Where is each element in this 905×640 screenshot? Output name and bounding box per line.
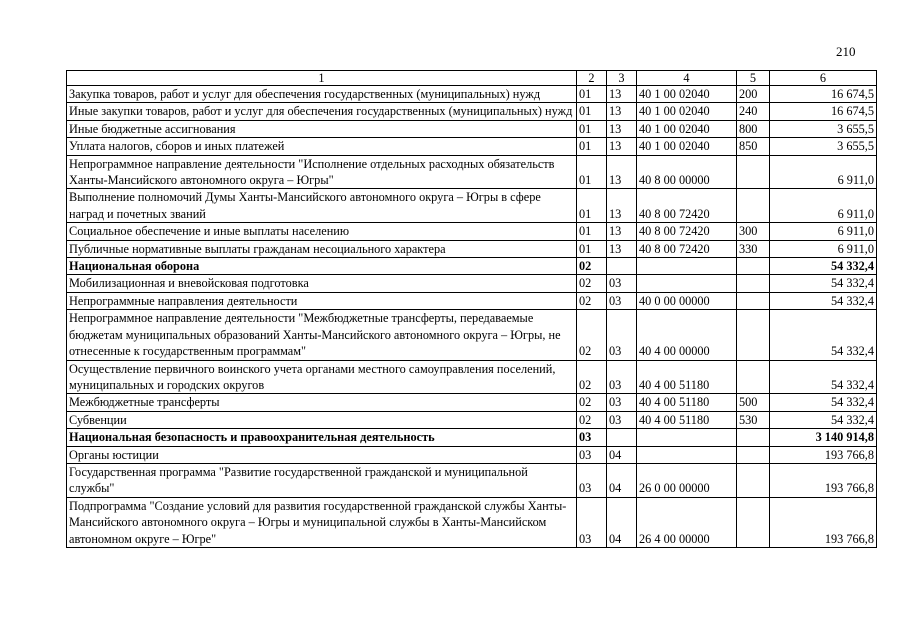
- row-name-cell: Уплата налогов, сборов и иных платежей: [67, 138, 577, 155]
- row-amount-cell: 3 655,5: [770, 120, 877, 137]
- row-section-cell: 02: [577, 411, 607, 428]
- row-name-cell: Национальная безопасность и правоохранительная деятельность: [67, 429, 577, 446]
- row-target-article-cell: [637, 258, 737, 275]
- row-expense-type-cell: [737, 360, 770, 394]
- header-section: 2: [577, 71, 607, 86]
- row-name-cell: Государственная программа "Развитие государственной гражданской и муниципальной службы": [67, 463, 577, 497]
- row-target-article-cell: 40 4 00 51180: [637, 394, 737, 411]
- row-section-cell: 02: [577, 292, 607, 309]
- row-expense-type-cell: 800: [737, 120, 770, 137]
- row-amount-cell: 6 911,0: [770, 240, 877, 257]
- table-row: [67, 394, 877, 411]
- row-amount-cell: 193 766,8: [770, 446, 877, 463]
- row-target-article-cell: 40 8 00 00000: [637, 155, 737, 189]
- row-target-article-cell: [637, 446, 737, 463]
- row-amount-cell: 54 332,4: [770, 394, 877, 411]
- row-section-cell: 01: [577, 189, 607, 223]
- row-expense-type-cell: [737, 429, 770, 446]
- row-name-cell: Социальное обеспечение и иные выплаты населению: [67, 223, 577, 240]
- row-amount-cell: 3 655,5: [770, 138, 877, 155]
- row-expense-type-cell: [737, 292, 770, 309]
- row-amount-cell: 54 332,4: [770, 258, 877, 275]
- row-expense-type-cell: [737, 446, 770, 463]
- row-subsection-cell: 13: [607, 86, 637, 103]
- header-name: 1: [67, 71, 577, 86]
- table-header-row: [67, 71, 877, 86]
- row-name-cell: Непрограммное направление деятельности "Межбюджетные трансферты, передаваемые бюджетам муниципальных образований Ханты-Мансийского автономного округа – Югры, не отнесенные к государственным программам": [67, 310, 577, 360]
- row-name-cell: Выполнение полномочий Думы Ханты-Мансийского автономного округа – Югры в сфере наград и почетных званий: [67, 189, 577, 223]
- table-row: [67, 463, 877, 497]
- row-subsection-cell: 13: [607, 223, 637, 240]
- row-amount-cell: 193 766,8: [770, 497, 877, 547]
- row-name-cell: Иные закупки товаров, работ и услуг для обеспечения государственных (муниципальных) нужд: [67, 103, 577, 120]
- table-row: [67, 120, 877, 137]
- row-expense-type-cell: 330: [737, 240, 770, 257]
- row-expense-type-cell: 850: [737, 138, 770, 155]
- table-row: [67, 429, 877, 446]
- row-section-cell: 01: [577, 240, 607, 257]
- row-subsection-cell: 13: [607, 103, 637, 120]
- row-section-cell: 02: [577, 310, 607, 360]
- row-section-cell: 01: [577, 103, 607, 120]
- row-subsection-cell: 13: [607, 240, 637, 257]
- row-amount-cell: 16 674,5: [770, 103, 877, 120]
- row-target-article-cell: 26 4 00 00000: [637, 497, 737, 547]
- row-section-cell: 03: [577, 429, 607, 446]
- row-section-cell: 01: [577, 138, 607, 155]
- row-expense-type-cell: [737, 497, 770, 547]
- row-target-article-cell: [637, 275, 737, 292]
- row-amount-cell: 6 911,0: [770, 223, 877, 240]
- row-expense-type-cell: [737, 155, 770, 189]
- row-amount-cell: 6 911,0: [770, 189, 877, 223]
- row-expense-type-cell: [737, 310, 770, 360]
- row-subsection-cell: 03: [607, 411, 637, 428]
- row-name-cell: Мобилизационная и вневойсковая подготовка: [67, 275, 577, 292]
- row-subsection-cell: 03: [607, 292, 637, 309]
- row-expense-type-cell: 200: [737, 86, 770, 103]
- row-target-article-cell: 40 1 00 02040: [637, 86, 737, 103]
- row-target-article-cell: 40 8 00 72420: [637, 223, 737, 240]
- row-amount-cell: 54 332,4: [770, 292, 877, 309]
- row-target-article-cell: 40 8 00 72420: [637, 240, 737, 257]
- row-amount-cell: 54 332,4: [770, 310, 877, 360]
- row-expense-type-cell: [737, 189, 770, 223]
- row-section-cell: 03: [577, 446, 607, 463]
- header-amount: 6: [770, 71, 877, 86]
- row-expense-type-cell: 530: [737, 411, 770, 428]
- row-section-cell: 01: [577, 120, 607, 137]
- table-row: [67, 310, 877, 360]
- row-subsection-cell: 13: [607, 155, 637, 189]
- row-section-cell: 02: [577, 360, 607, 394]
- row-section-cell: 03: [577, 463, 607, 497]
- row-target-article-cell: 40 4 00 51180: [637, 411, 737, 428]
- row-name-cell: Осуществление первичного воинского учета органами местного самоуправления поселений, муниципальных и городских округов: [67, 360, 577, 394]
- header-target-article: 4: [637, 71, 737, 86]
- table-row: [67, 86, 877, 103]
- row-name-cell: Публичные нормативные выплаты гражданам несоциального характера: [67, 240, 577, 257]
- row-target-article-cell: 40 1 00 02040: [637, 120, 737, 137]
- row-target-article-cell: 40 8 00 72420: [637, 189, 737, 223]
- header-subsection: 3: [607, 71, 637, 86]
- row-subsection-cell: 13: [607, 138, 637, 155]
- budget-table: [66, 70, 877, 548]
- row-target-article-cell: 40 1 00 02040: [637, 138, 737, 155]
- row-target-article-cell: 40 0 00 00000: [637, 292, 737, 309]
- row-expense-type-cell: 300: [737, 223, 770, 240]
- row-amount-cell: 3 140 914,8: [770, 429, 877, 446]
- row-amount-cell: 54 332,4: [770, 411, 877, 428]
- table-row: [67, 411, 877, 428]
- table-row: [67, 155, 877, 189]
- row-subsection-cell: 13: [607, 120, 637, 137]
- row-expense-type-cell: [737, 258, 770, 275]
- row-name-cell: Межбюджетные трансферты: [67, 394, 577, 411]
- row-name-cell: Национальная оборона: [67, 258, 577, 275]
- row-target-article-cell: 40 4 00 00000: [637, 310, 737, 360]
- row-target-article-cell: 40 1 00 02040: [637, 103, 737, 120]
- row-target-article-cell: 26 0 00 00000: [637, 463, 737, 497]
- row-expense-type-cell: 500: [737, 394, 770, 411]
- table-row: [67, 258, 877, 275]
- row-amount-cell: 16 674,5: [770, 86, 877, 103]
- row-expense-type-cell: 240: [737, 103, 770, 120]
- row-subsection-cell: 04: [607, 497, 637, 547]
- row-name-cell: Закупка товаров, работ и услуг для обеспечения государственных (муниципальных) нужд: [67, 86, 577, 103]
- header-expense-type: 5: [737, 71, 770, 86]
- table-row: [67, 275, 877, 292]
- row-section-cell: 02: [577, 394, 607, 411]
- row-subsection-cell: [607, 258, 637, 275]
- row-name-cell: Органы юстиции: [67, 446, 577, 463]
- table-row: [67, 189, 877, 223]
- row-amount-cell: 54 332,4: [770, 275, 877, 292]
- table-row: [67, 223, 877, 240]
- row-amount-cell: 54 332,4: [770, 360, 877, 394]
- row-name-cell: Подпрограмма "Создание условий для развития государственной гражданской службы Ханты-Мансийского автономного округа – Югры и муниципальной службы в Ханты-Мансийском автономном округе – Югре": [67, 497, 577, 547]
- row-name-cell: Непрограммное направление деятельности "Исполнение отдельных расходных обязательств Ханты-Мансийского автономного округа – Югры": [67, 155, 577, 189]
- row-name-cell: Субвенции: [67, 411, 577, 428]
- page-number: 210: [836, 44, 856, 59]
- row-amount-cell: 193 766,8: [770, 463, 877, 497]
- row-subsection-cell: 03: [607, 275, 637, 292]
- row-section-cell: 02: [577, 275, 607, 292]
- row-section-cell: 01: [577, 155, 607, 189]
- row-subsection-cell: 03: [607, 360, 637, 394]
- table-row: [67, 103, 877, 120]
- row-target-article-cell: 40 4 00 51180: [637, 360, 737, 394]
- table-row: [67, 138, 877, 155]
- row-subsection-cell: 04: [607, 446, 637, 463]
- table-row: [67, 360, 877, 394]
- table-row: [67, 497, 877, 547]
- row-name-cell: Непрограммные направления деятельности: [67, 292, 577, 309]
- table-row: [67, 446, 877, 463]
- table-body: [67, 86, 877, 548]
- row-subsection-cell: 04: [607, 463, 637, 497]
- row-target-article-cell: [637, 429, 737, 446]
- row-subsection-cell: 03: [607, 310, 637, 360]
- row-name-cell: Иные бюджетные ассигнования: [67, 120, 577, 137]
- row-subsection-cell: 03: [607, 394, 637, 411]
- row-expense-type-cell: [737, 463, 770, 497]
- row-subsection-cell: 13: [607, 189, 637, 223]
- row-amount-cell: 6 911,0: [770, 155, 877, 189]
- table-row: [67, 240, 877, 257]
- row-section-cell: 02: [577, 258, 607, 275]
- row-section-cell: 03: [577, 497, 607, 547]
- row-section-cell: 01: [577, 223, 607, 240]
- row-expense-type-cell: [737, 275, 770, 292]
- row-subsection-cell: [607, 429, 637, 446]
- row-section-cell: 01: [577, 86, 607, 103]
- table-row: [67, 292, 877, 309]
